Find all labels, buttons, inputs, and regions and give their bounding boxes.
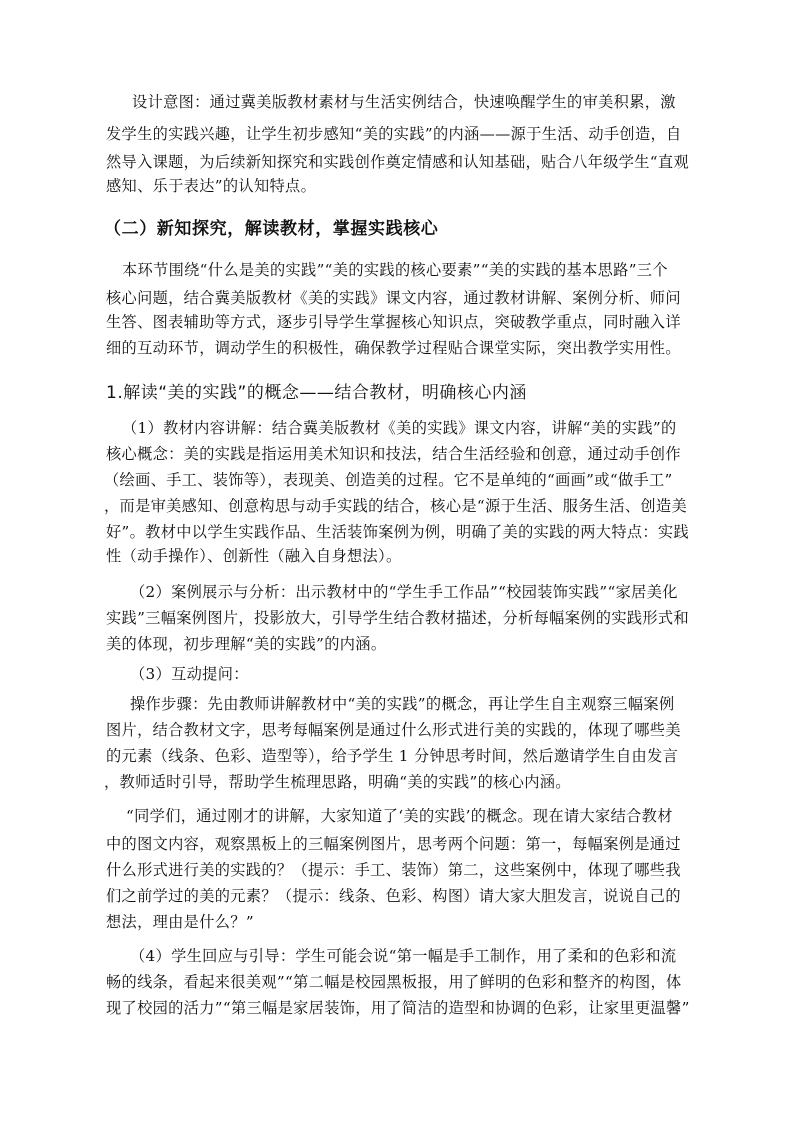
text-line: 美的体现，初步理解“美的实践”的内涵。 [106,635,387,653]
text-line: （1）教材内容讲解：结合冀美版教材《美的实践》课文内容，讲解“美的实践”的 [122,419,677,437]
text-line: 本环节围绕“什么是美的实践”“美的实践的核心要素”“美的实践的基本思路”三个 [122,261,668,279]
section-heading: （二）新知探究，解读教材，掌握实践核心 [104,219,439,239]
text-line: 细的互动环节，调动学生的积极性，确保教学过程贴合课堂实际，突出教学实用性。 [106,339,681,357]
text-line: （2）案例展示与分析：出示教材中的“学生手工作品”“校园装饰实践”“家居美化 [130,583,678,601]
text-line: 想法，理由是什么？” [106,913,254,931]
subsection-heading: 1.解读“美的实践”的概念——结合教材，明确核心内涵 [106,383,527,403]
text-line: 现了校园的活力”“第三幅是家居装饰，用了简洁的造型和协调的色彩，让家里更温馨” [106,999,690,1017]
text-line: 设计意图：通过冀美版教材素材与生活实例结合，快速唤醒学生的审美积累，激 [132,93,676,111]
text-line: 感知、乐于表达”的认知特点。 [106,177,317,195]
text-line: “同学们，通过刚才的讲解，大家知道了‘美的实践’的概念。现在请大家结合教材 [126,807,673,825]
text-line: 生答、图表辅助等方式，逐步引导学生掌握核心知识点，突破教学重点，同时融入详 [106,313,681,331]
text-line: 发学生的实践兴趣，让学生初步感知“美的实践”的内涵——源于生活、动手创造，自 [106,125,682,143]
text-line: ，教师适时引导，帮助学生梳理思路，明确“美的实践”的核心内涵。 [104,773,571,791]
text-line: 的元素（线条、色彩、造型等），给予学生 1 分钟思考时间，然后邀请学生自由发言 [106,747,679,765]
text-line: 性（动手操作）、创新性（融入自身想法）。 [106,547,402,565]
text-line: 中的图文内容，观察黑板上的三幅案例图片，思考两个问题：第一，每幅案例是通过 [106,835,681,853]
text-line: 然导入课题，为后续新知探究和实践创作奠定情感和认知基础，贴合八年级学生“直观 [106,153,690,171]
text-line: 操作步骤：先由教师讲解教材中“美的实践”的概念，再让学生自主观察三幅案例 [130,695,675,713]
text-line: 们之前学过的美的元素？（提示：线条、色彩、构图）请大家大胆发言，说说自己的 [106,887,681,905]
text-line: 好”。教材中以学生实践作品、生活装饰案例为例，明确了美的实践的两大特点：实践 [106,523,690,541]
text-line: 实践”三幅案例图片，投影放大，引导学生结合教材描述，分析每幅案例的实践形式和 [106,609,690,627]
text-line: 畅的线条，看起来很美观”“第二幅是校园黑板报，用了鲜明的色彩和整齐的构图，体 [106,973,682,991]
text-line: （4）学生回应与引导：学生可能会说“第一幅是手工制作，用了柔和的色彩和流 [130,947,677,965]
text-line: （绘画、手工、装饰等），表现美、创造美的过程。它不是单纯的“画画”或“做手工” [104,471,673,489]
text-line: （3）互动提问： [130,665,249,683]
text-line: 核心概念：美的实践是指运用美术知识和技法，结合生活经验和创意，通过动手创作 [106,445,681,463]
text-line: ，而是审美感知、创意构思与动手实践的结合，核心是“源于生活、服务生活、创造美 [104,497,688,515]
text-line: 核心问题，结合冀美版教材《美的实践》课文内容，通过教材讲解、案例分析、师问 [106,289,681,307]
text-line: 什么形式进行美的实践的？（提示：手工、装饰）第二，这些案例中，体现了哪些我 [106,861,681,879]
text-line: 图片，结合教材文字，思考每幅案例是通过什么形式进行美的实践的，体现了哪些美 [106,721,681,739]
